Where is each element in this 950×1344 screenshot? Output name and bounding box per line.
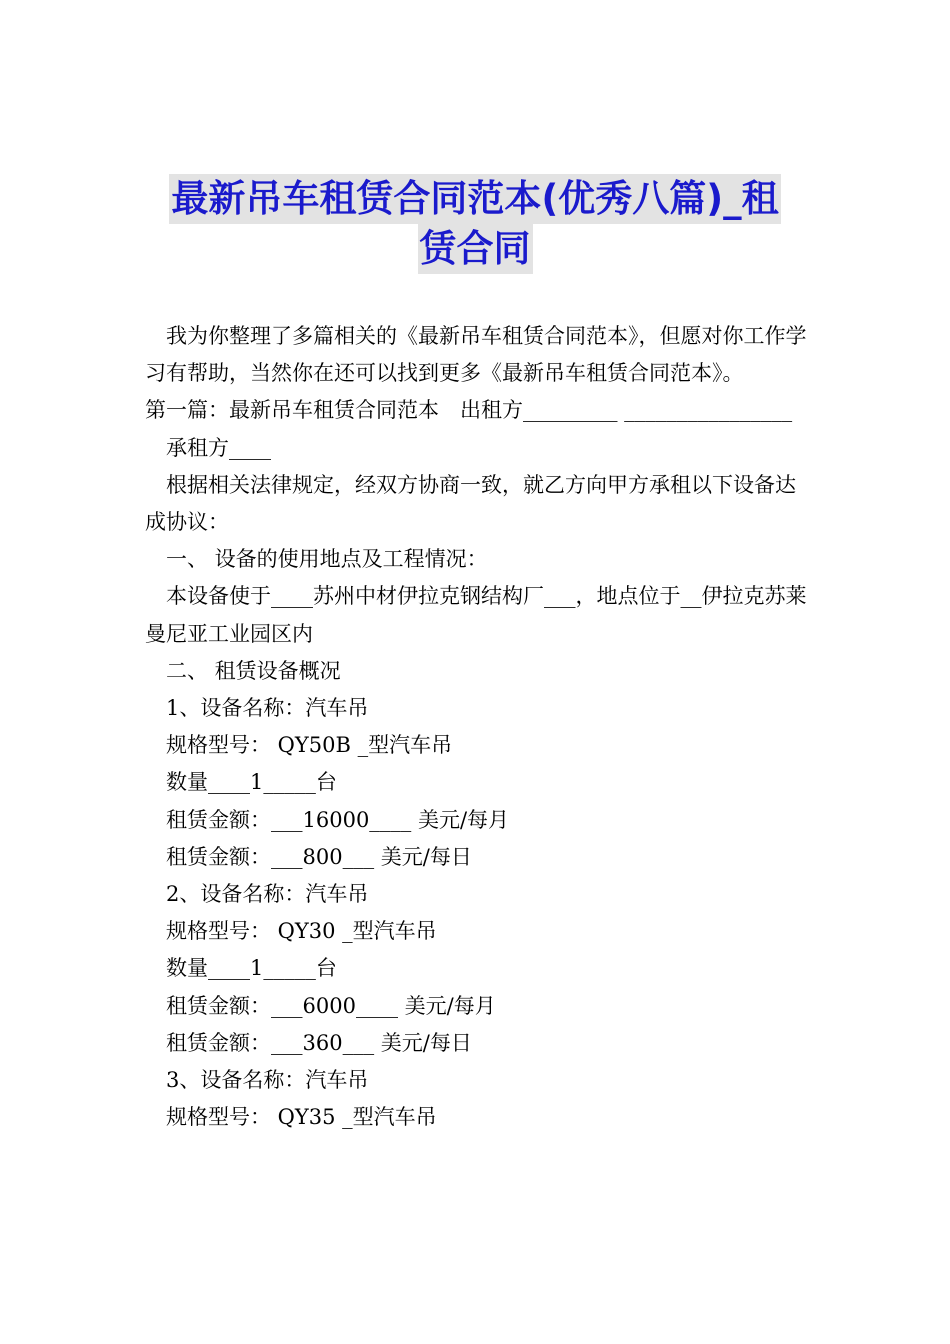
paragraph: 我为你整理了多篇相关的《最新吊车租赁合同范本》，但愿对你工作学习有帮助，当然你在还可以找到更多《最新吊车租赁合同范本》。 [145,324,807,386]
paragraph: 本设备使于____苏州中材伊拉克钢结构厂___，地点位于__伊拉克苏莱曼尼亚工业园区内 [145,584,807,646]
paragraph: 3、设备名称：汽车吊 [166,1068,369,1093]
title-line-2: 赁合同 [418,224,533,274]
paragraph: 承租方____ [166,435,271,460]
paragraph: 二、 租赁设备概况 [166,658,341,683]
paragraph: 租赁金额：___16000____ 美元/每月 [166,807,510,832]
paragraph: 规格型号： QY30 _型汽车吊 [166,919,437,944]
paragraph: 第一篇：最新吊车租赁合同范本 出租方_________ ________________ [145,398,793,423]
paragraph: 2、设备名称：汽车吊 [166,882,369,907]
paragraph: 数量____1_____台 [166,770,337,795]
paragraph: 租赁金额：___800___ 美元/每日 [166,844,472,869]
paragraph: 一、 设备的使用地点及工程情况： [166,547,488,572]
title-line-1: 最新吊车租赁合同范本(优秀八篇)_租 [169,174,780,224]
paragraph: 租赁金额：___360___ 美元/每日 [166,1030,472,1055]
document-body [145,318,810,1136]
paragraph: 数量____1_____台 [166,956,337,981]
document-title [0,174,950,274]
paragraph: 规格型号： QY35 _型汽车吊 [166,1105,437,1130]
paragraph: 根据相关法律规定，经双方协商一致，就乙方向甲方承租以下设备达成协议： [145,472,796,535]
paragraph: 租赁金额：___6000____ 美元/每月 [166,993,496,1018]
paragraph: 1、设备名称：汽车吊 [166,696,369,721]
paragraph: 规格型号： QY50B _型汽车吊 [166,733,453,758]
